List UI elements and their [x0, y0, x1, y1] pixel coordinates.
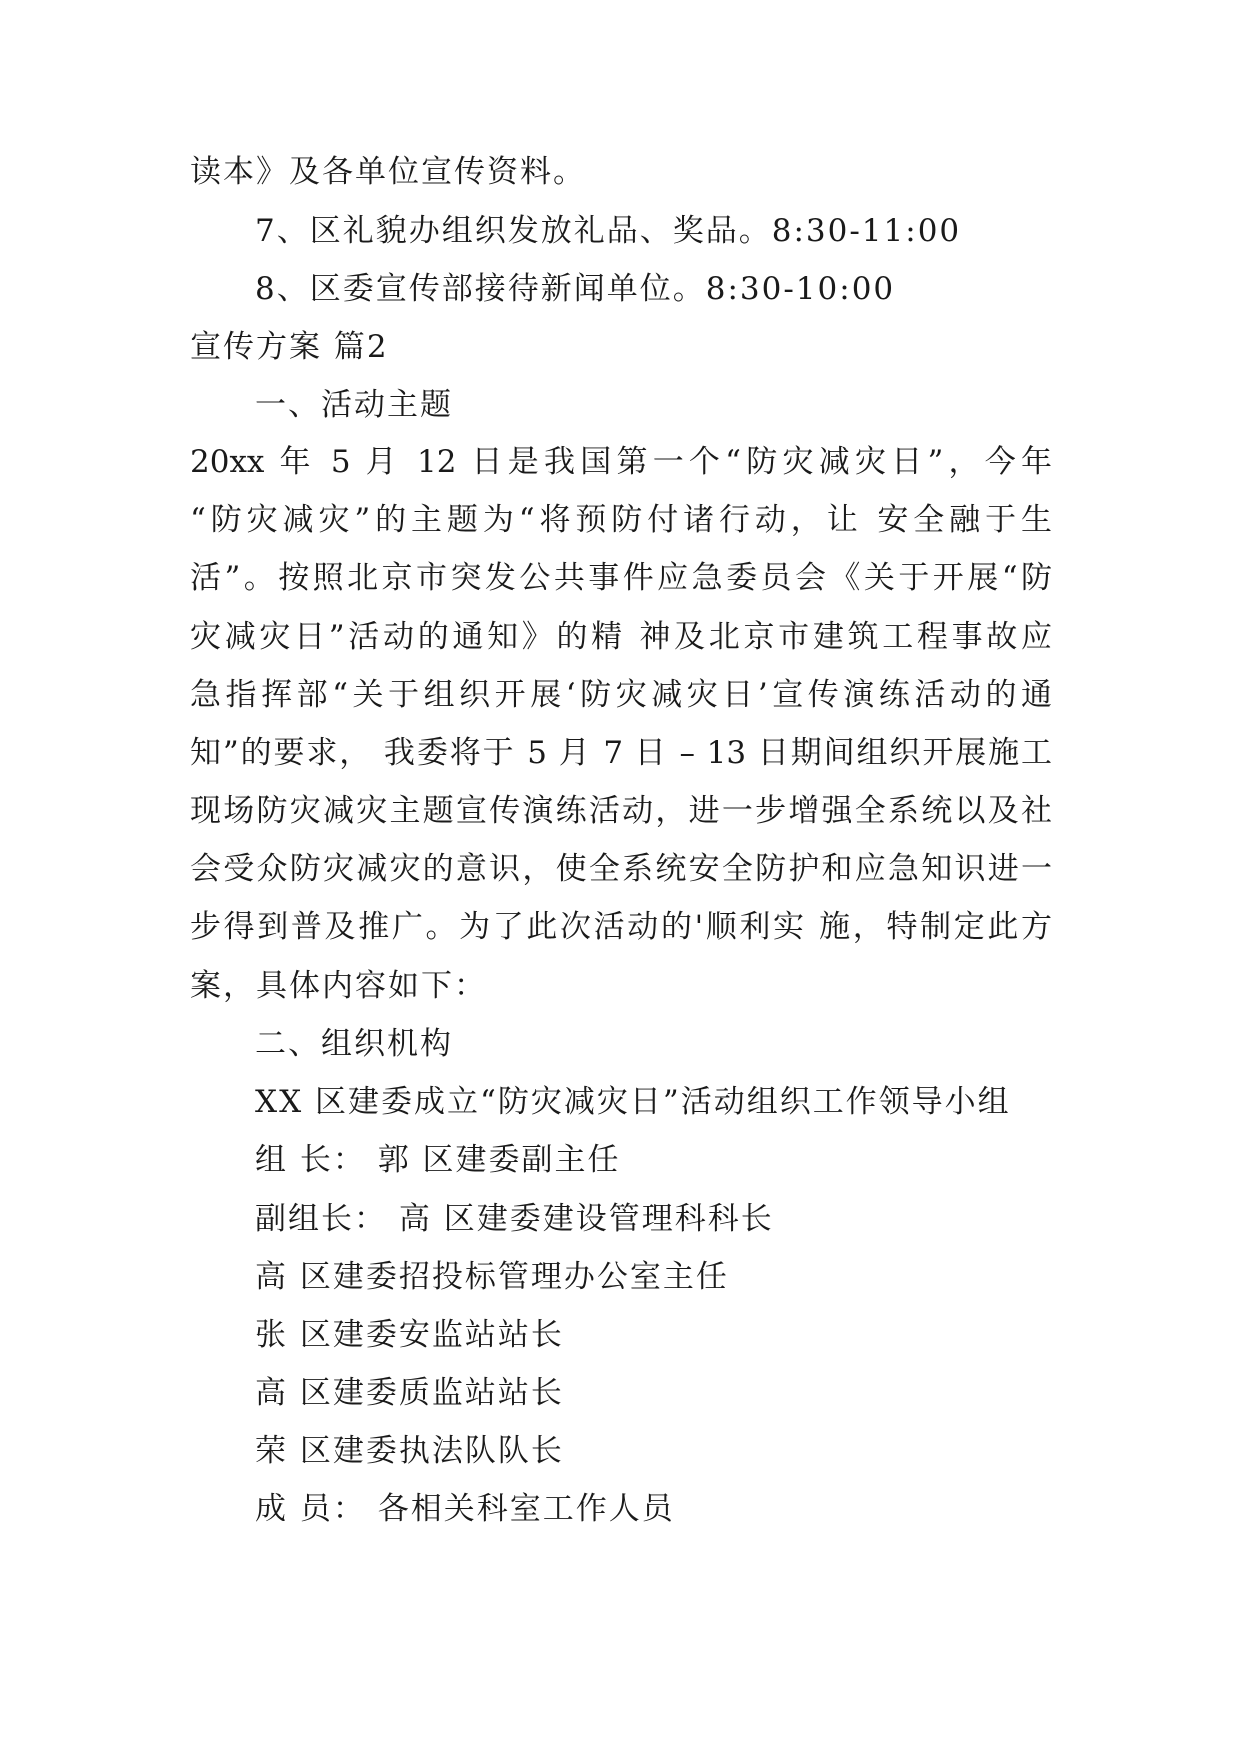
- paragraph-line-9: 步得到普及推广。为了此次活动的'顺利实 施，特制定此方: [190, 909, 1052, 945]
- subheading-theme: 一、活动主题: [255, 387, 453, 423]
- member-bidding-office: 高 区建委招投标管理办公室主任: [255, 1259, 729, 1295]
- paragraph-line-1: 20xx 年 5 月 12 日是我国第一个“防灾减灾日”，今年: [190, 444, 1052, 480]
- paragraph-line-5: 急指挥部“关于组织开展‘防灾减灾日’宣传演练活动的通: [190, 677, 1052, 713]
- member-staff: 成 员： 各相关科室工作人员: [255, 1491, 675, 1527]
- member-deputy-leader: 副组长： 高 区建委建设管理科科长: [255, 1201, 774, 1237]
- paragraph-line-8: 会受众防灾减灾的意识，使全系统安全防护和应急知识进一: [190, 851, 1052, 887]
- paragraph-line-3: 活”。按照北京市突发公共事件应急委员会《关于开展“防: [190, 560, 1052, 596]
- member-quality-station: 高 区建委质监站站长: [255, 1375, 564, 1411]
- member-leader: 组 长： 郭 区建委副主任: [255, 1142, 621, 1178]
- member-enforcement-team: 荣 区建委执法队队长: [255, 1433, 564, 1469]
- text-line-3: 8、区委宣传部接待新闻单位。8:30-10:00: [255, 271, 896, 307]
- organization-intro: XX 区建委成立“防灾减灾日”活动组织工作领导小组: [255, 1084, 1011, 1120]
- member-safety-station: 张 区建委安监站站长: [255, 1317, 564, 1353]
- paragraph-line-10: 案，具体内容如下：: [190, 968, 487, 1004]
- paragraph-line-6: 知”的要求， 我委将于 5 月 7 日 – 13 日期间组织开展施工: [190, 735, 1052, 771]
- text-line-1: 读本》及各单位宣传资料。: [190, 154, 586, 190]
- section-heading: 宣传方案 篇2: [190, 329, 389, 365]
- text-line-2: 7、区礼貌办组织发放礼品、奖品。8:30-11:00: [255, 213, 962, 249]
- subheading-organization: 二、组织机构: [255, 1026, 453, 1062]
- paragraph-line-2: “防灾减灾”的主题为“将预防付诸行动，让 安全融于生: [190, 502, 1052, 538]
- paragraph-line-4: 灾减灾日”活动的通知》的精 神及北京市建筑工程事故应: [190, 619, 1052, 655]
- paragraph-line-7: 现场防灾减灾主题宣传演练活动，进一步增强全系统以及社: [190, 793, 1052, 829]
